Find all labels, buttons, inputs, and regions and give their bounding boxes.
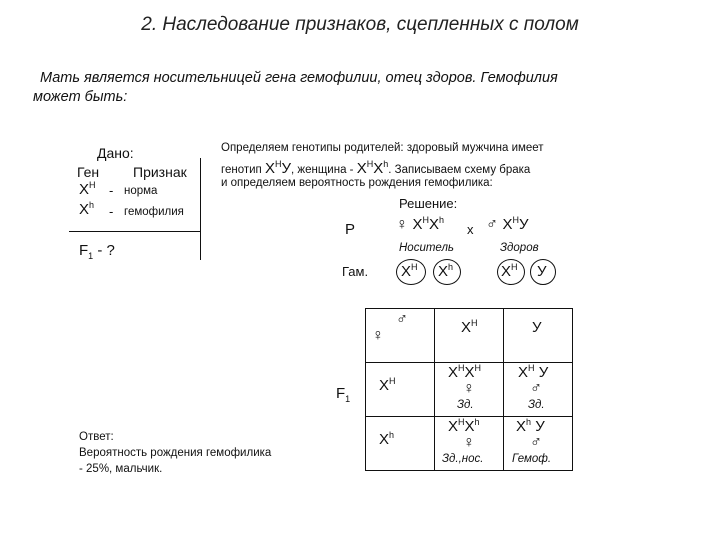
offspring-genotype: $X^HX^h$ [448,416,480,435]
gene-dash: - [109,183,114,198]
given-f1: $F_1$ - ? [79,242,115,261]
female-icon: ♀ [372,327,384,344]
offspring-genotype: $X^h$ У [516,416,545,435]
header-cell [504,309,573,363]
header-cell [366,363,435,417]
answer-line-2: Вероятность рождения гемофилика [79,447,272,459]
offspring-status: Гемоф. [512,453,552,465]
gene-dominant: $X^H$ [79,179,96,198]
mother-status: Носитель [399,242,454,254]
punnett-square [365,308,573,471]
answer-line-3: - 25%, мальчик. [79,463,163,475]
cross-sign: x [467,222,474,237]
male-icon: ♂ [530,434,542,451]
solution-heading: Решение: [399,196,458,211]
f1-label: $F_1$ [336,385,351,404]
gamete-XH-father: $X^H$ [501,261,518,280]
table-row [366,309,573,363]
female-icon: ♀ [463,434,475,451]
intro-line-2: может быть: [33,89,128,105]
answer-heading: Ответ: [79,431,114,443]
gene-recessive: $X^h$ [79,199,95,218]
header-cell [435,309,504,363]
intro-line-1: Мать является носительницей гена гемофилии, отец здоров. Гемофилия [40,70,558,86]
offspring-cell [504,417,573,471]
offspring-cell [435,363,504,417]
mother-genotype: ♀ $X^HX^h$ [396,214,444,233]
parents-label: P [345,221,356,238]
father-gamete-XH: $X^H$ [461,317,478,336]
mother-gamete-XH: $X^H$ [379,375,396,394]
male-icon: ♂ [396,311,408,328]
gamete-Y-father: У [537,263,547,280]
male-icon: ♂ [486,216,498,233]
corner-cell [366,309,435,363]
header-cell [366,417,435,471]
explanation-line-3: и определяем вероятность рождения гемофилика: [221,177,493,189]
father-status: Здоров [500,242,539,254]
given-col-gene: Ген [77,164,100,180]
gametes-label: Гам. [342,264,369,279]
father-genotype: ♂ $X^HУ$ [486,214,529,233]
explanation-line-1: Определяем генотипы родителей: здоровый мужчина имеет [221,142,544,154]
given-vertical-line [200,158,201,260]
female-icon: ♀ [396,216,408,233]
offspring-status: Зд.,нос. [442,453,484,465]
mother-gamete-Xh: $X^h$ [379,429,395,448]
table-row [366,363,573,417]
given-separator [69,231,201,232]
given-col-trait: Признак [133,164,187,180]
table-row [366,417,573,471]
given-heading: Дано: [97,145,134,161]
explanation-line-2: генотип $X^HУ$, женщина - $X^HX^h$. Записываем схему брака [221,158,531,177]
offspring-genotype: $X^H$ У [518,362,549,381]
gamete-XH-mother: $X^H$ [401,261,418,280]
father-gamete-Y: У [532,319,542,336]
trait-norm: норма [124,185,158,197]
female-icon: ♀ [463,380,475,397]
offspring-genotype: $X^HX^H$ [448,362,482,381]
offspring-status: Зд. [457,399,474,411]
male-icon: ♂ [530,380,542,397]
gene-dash: - [109,204,114,219]
offspring-status: Зд. [528,399,545,411]
page-title: 2. Наследование признаков, сцепленных с полом [141,14,579,35]
trait-hemophilia: гемофилия [124,206,184,218]
offspring-cell [504,363,573,417]
gamete-Xh-mother: $X^h$ [438,261,454,280]
offspring-cell [435,417,504,471]
